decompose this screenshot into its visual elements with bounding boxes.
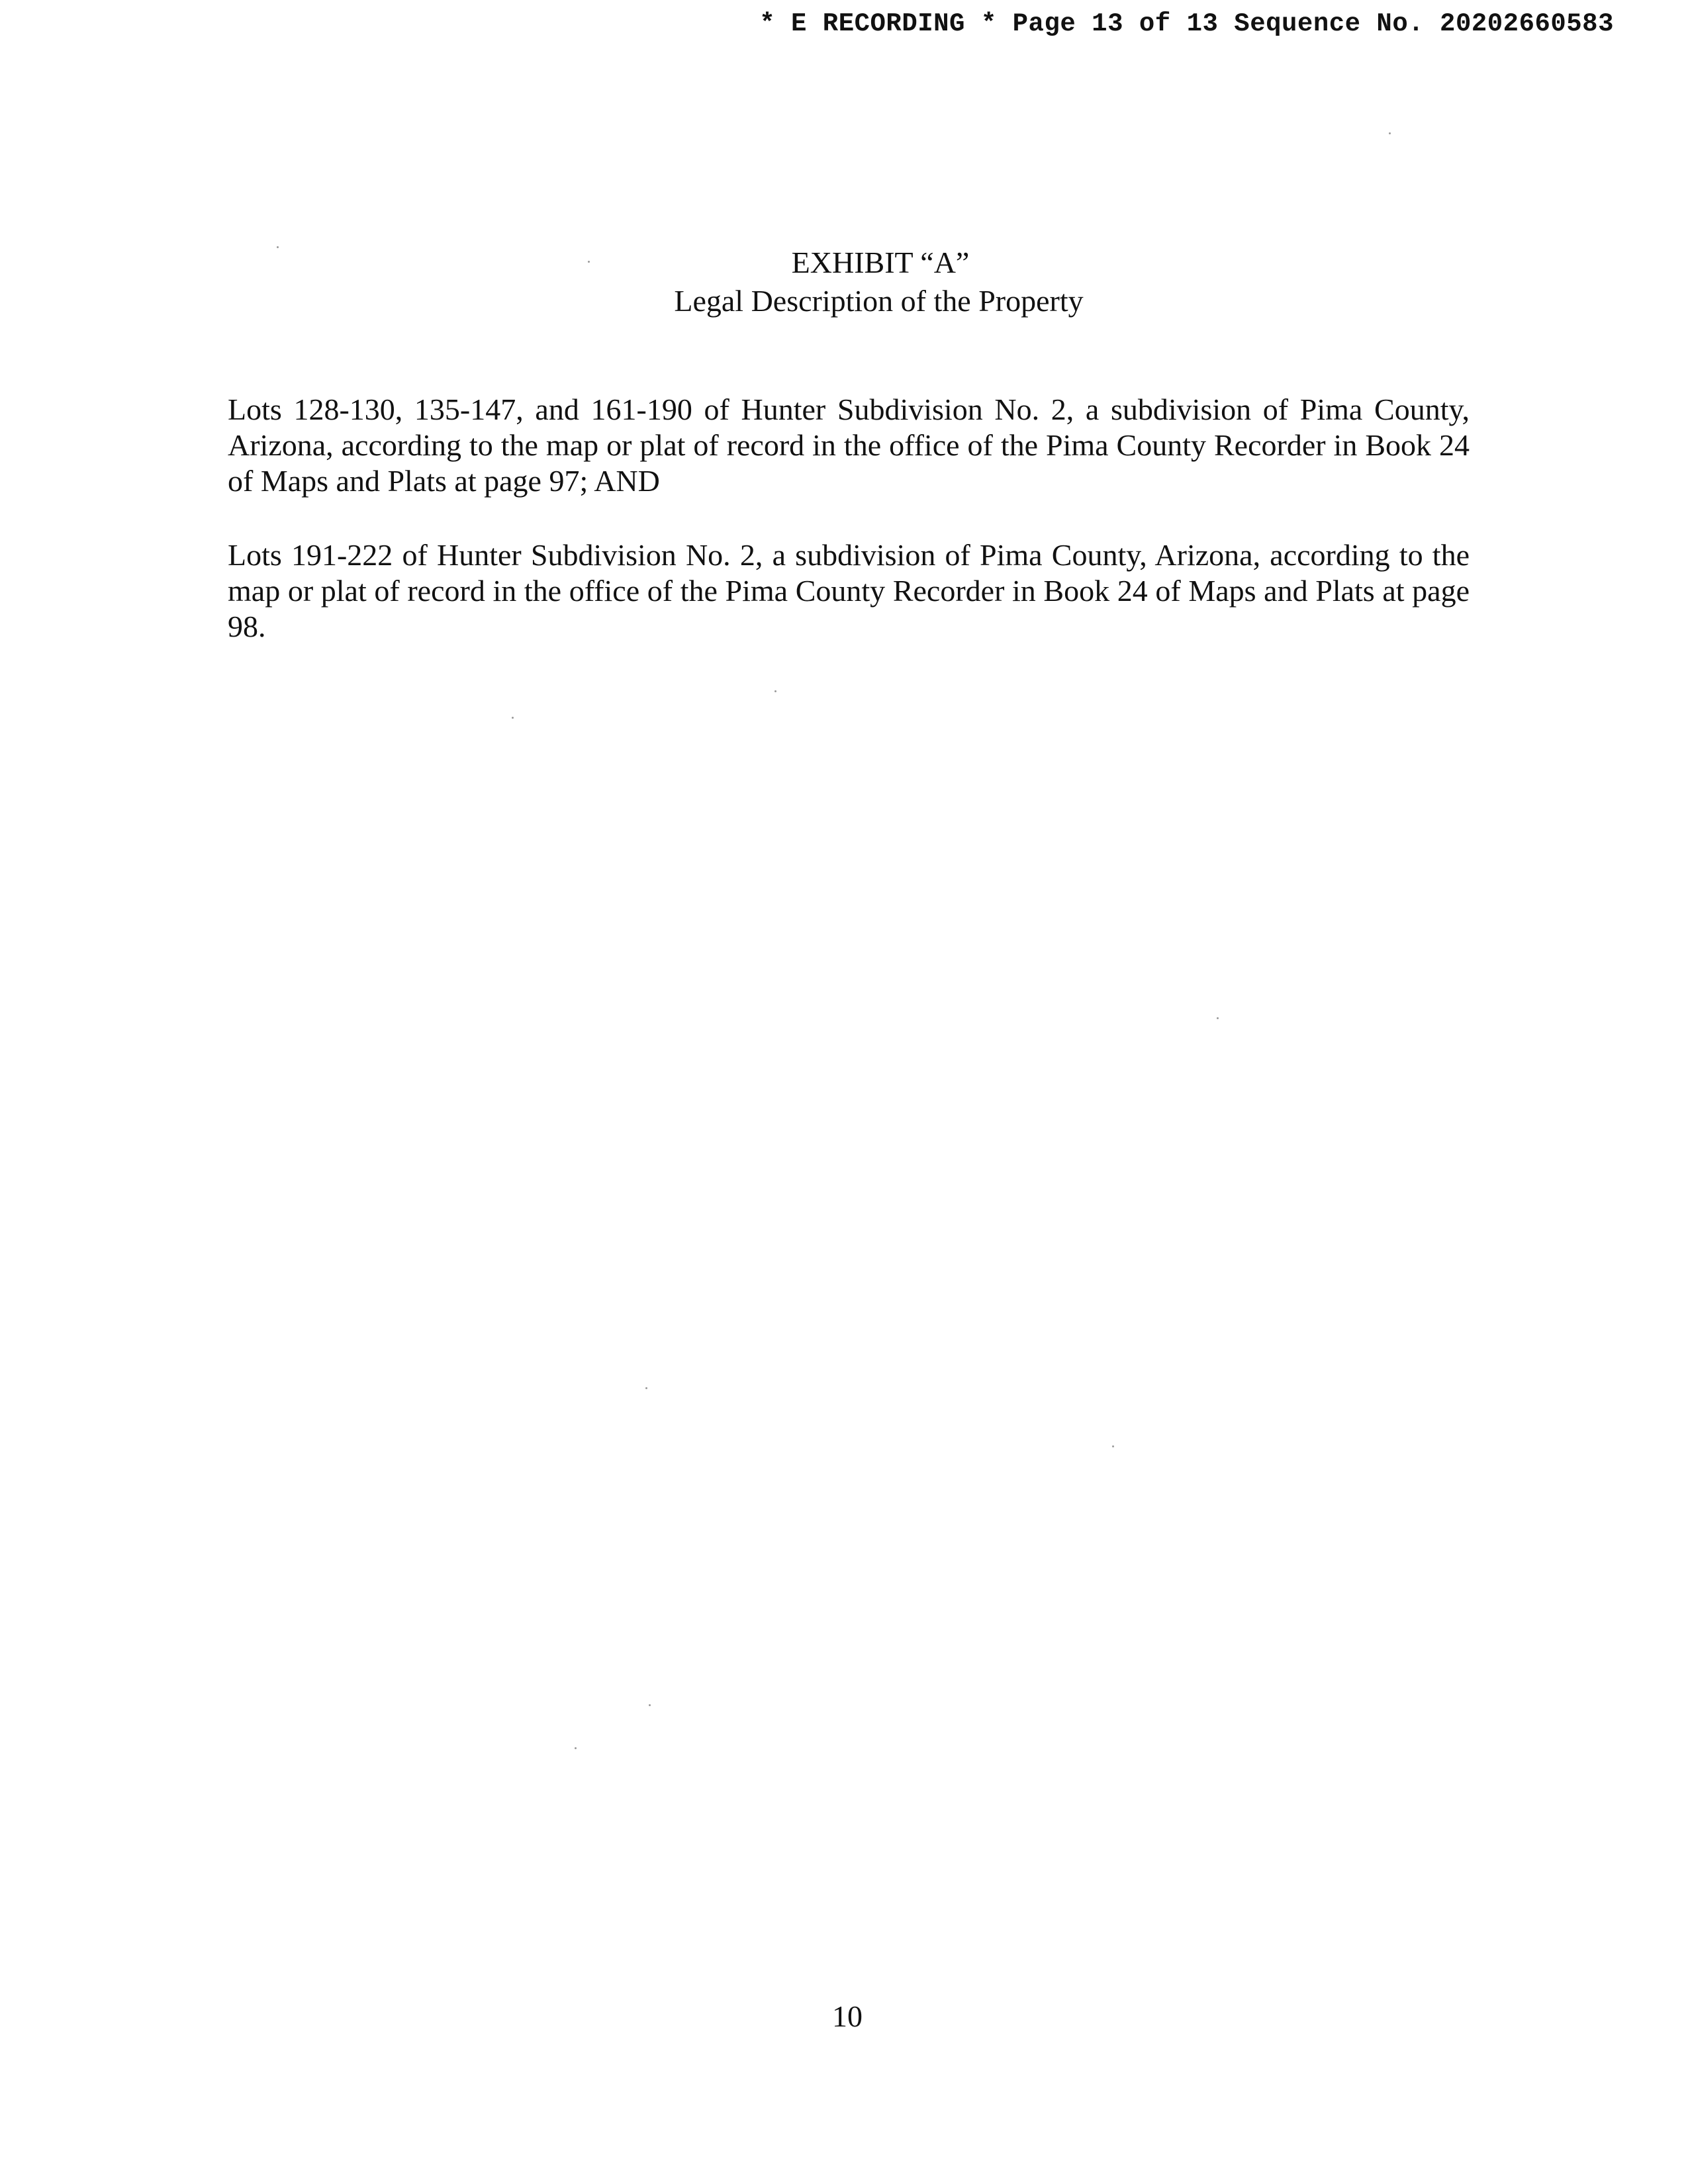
scan-speck: [1389, 132, 1391, 134]
scan-speck: [277, 246, 279, 248]
scan-speck: [575, 1747, 577, 1749]
legal-description-paragraph-2: Lots 191-222 of Hunter Subdivision No. 2, a subdivision of Pima County, Arizona, according to the map or plat of record in the office of the Pima County Recorder in Book 24 of Maps and Plats at page 98.: [228, 538, 1470, 643]
scan-speck: [512, 717, 514, 719]
exhibit-subtitle: Legal Description of the Property: [674, 284, 1084, 318]
scan-speck: [1217, 1017, 1219, 1019]
scan-speck: [774, 690, 776, 692]
scan-speck: [1112, 1445, 1114, 1447]
legal-description-paragraph-1: Lots 128-130, 135-147, and 161-190 of Hunter Subdivision No. 2, a subdivision of Pima County, Arizona, according to the map or plat of record in the office of the Pima County Recorder in Book 24 of Maps and Plats at page 97; AND: [228, 392, 1470, 498]
page-number: 10: [832, 1999, 863, 2033]
exhibit-heading: [0, 244, 1688, 320]
scan-speck: [645, 1387, 647, 1389]
scan-speck: [649, 1704, 651, 1706]
scan-speck: [588, 261, 590, 263]
exhibit-title: EXHIBIT “A”: [791, 246, 970, 279]
recording-stamp: * E RECORDING * Page 13 of 13 Sequence No. 20202660583: [759, 9, 1614, 38]
